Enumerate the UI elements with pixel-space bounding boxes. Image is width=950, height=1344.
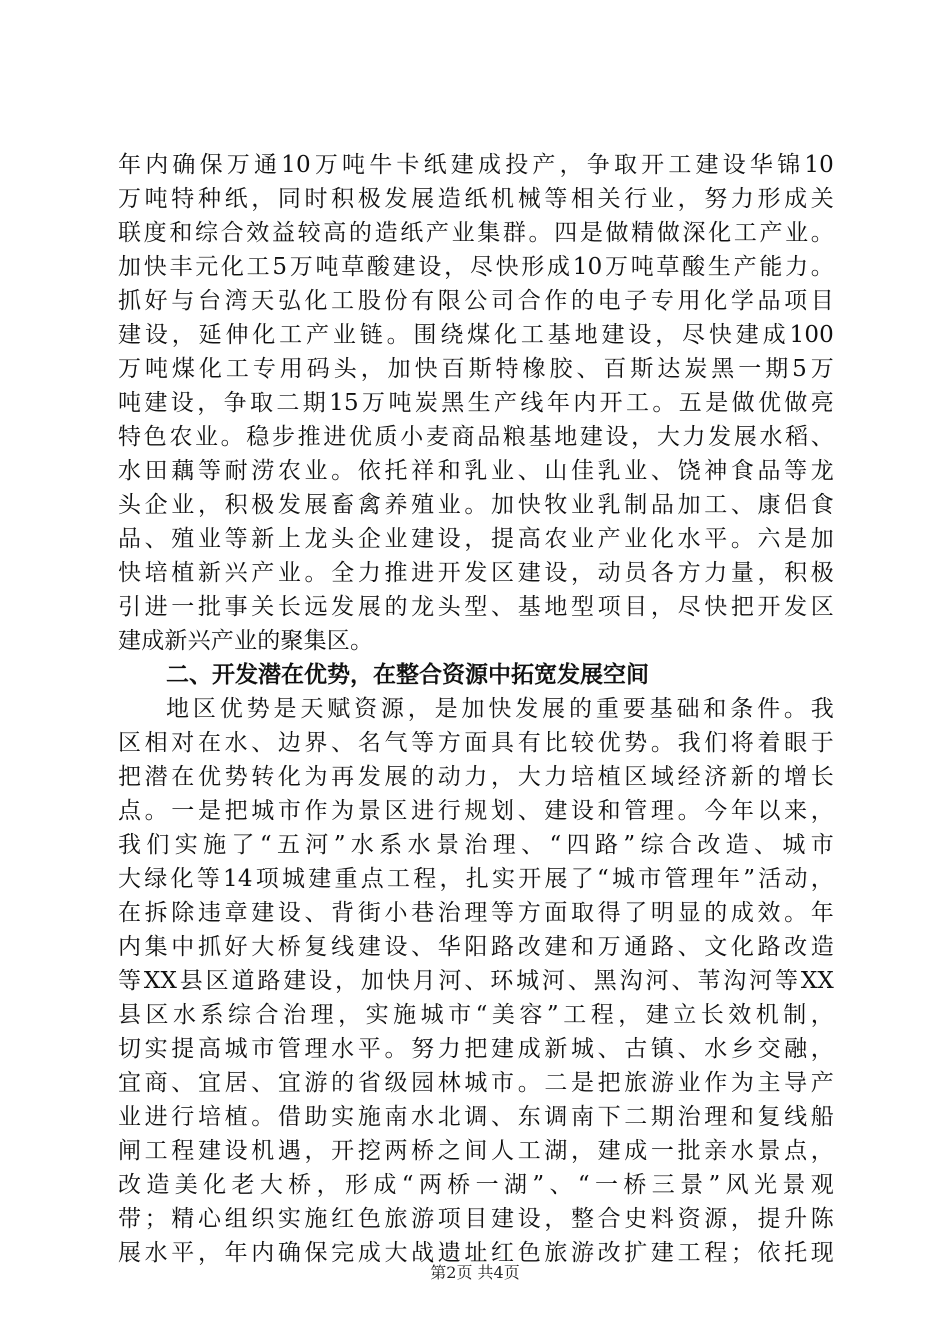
- paragraph-line: 等XX县区道路建设，加快月河、环城河、黑沟河、苇沟河等XX: [118, 968, 834, 994]
- paragraph-line: 区相对在水、边界、名气等方面具有比较优势。我们将着眼于: [118, 730, 834, 756]
- paragraph-line: 万吨煤化工专用码头，加快百斯特橡胶、百斯达炭黑一期5万: [118, 356, 834, 382]
- paragraph-line: 特色农业。稳步推进优质小麦商品粮基地建设，大力发展水稻、: [118, 424, 834, 450]
- paragraph-line: 联度和综合效益较高的造纸产业集群。四是做精做深化工产业。: [118, 220, 834, 246]
- section-heading: 二、开发潜在优势，在整合资源中拓宽发展空间: [166, 661, 649, 688]
- paragraph-line: 改造美化老大桥，形成“两桥一湖”、“一桥三景”风光景观: [118, 1172, 834, 1198]
- paragraph-line: 大绿化等14项城建重点工程，扎实开展了“城市管理年”活动，: [118, 866, 834, 892]
- paragraph-line: 年内确保万通10万吨牛卡纸建成投产，争取开工建设华锦10: [118, 152, 834, 178]
- paragraph-line: 点。一是把城市作为景区进行规划、建设和管理。今年以来，: [118, 798, 834, 824]
- paragraph-line: 闸工程建设机遇，开挖两桥之间人工湖，建成一批亲水景点，: [118, 1138, 834, 1164]
- paragraph-line: 把潜在优势转化为再发展的动力，大力培植区域经济新的增长: [118, 764, 834, 790]
- paragraph-line: 内集中抓好大桥复线建设、华阳路改建和万通路、文化路改造: [118, 934, 834, 960]
- paragraph-line: 水田藕等耐涝农业。依托祥和乳业、山佳乳业、饶神食品等龙: [118, 458, 834, 484]
- paragraph-line: 建设，延伸化工产业链。围绕煤化工基地建设，尽快建成100: [118, 322, 834, 348]
- paragraph-line: 快培植新兴产业。全力推进开发区建设，动员各方力量，积极: [118, 560, 834, 586]
- paragraph-line: 县区水系综合治理，实施城市“美容”工程，建立长效机制，: [118, 1002, 834, 1028]
- paragraph-line: 建成新兴产业的聚集区。: [118, 628, 374, 654]
- paragraph-line: 头企业，积极发展畜禽养殖业。加快牧业乳制品加工、康侣食: [118, 492, 834, 518]
- paragraph-line: 抓好与台湾天弘化工股份有限公司合作的电子专用化学品项目: [118, 288, 834, 314]
- paragraph-line: 引进一批事关长远发展的龙头型、基地型项目，尽快把开发区: [118, 594, 834, 620]
- paragraph-line: 业进行培植。借助实施南水北调、东调南下二期治理和复线船: [118, 1104, 834, 1130]
- paragraph-line: 加快丰元化工5万吨草酸建设，尽快形成10万吨草酸生产能力。: [118, 254, 834, 280]
- document-body: [118, 148, 834, 1270]
- paragraph-line: 带；精心组织实施红色旅游项目建设，整合史料资源，提升陈: [118, 1206, 834, 1232]
- paragraph-line: 展水平，年内确保完成大战遗址红色旅游改扩建工程；依托现: [118, 1240, 834, 1266]
- paragraph-line: 我们实施了“五河”水系水景治理、“四路”综合改造、城市: [118, 832, 834, 858]
- page-number-footer: 第2页 共4页: [430, 1263, 520, 1282]
- paragraph-line: 在拆除违章建设、背街小巷治理等方面取得了明显的成效。年: [118, 900, 834, 926]
- paragraph-line: 地区优势是天赋资源，是加快发展的重要基础和条件。我: [166, 696, 834, 722]
- paragraph-line: 品、殖业等新上龙头企业建设，提高农业产业化水平。六是加: [118, 526, 834, 552]
- paragraph-line: 切实提高城市管理水平。努力把建成新城、古镇、水乡交融，: [118, 1036, 834, 1062]
- paragraph-line: 宜商、宜居、宜游的省级园林城市。二是把旅游业作为主导产: [118, 1070, 834, 1096]
- paragraph-line: 吨建设，争取二期15万吨炭黑生产线年内开工。五是做优做亮: [118, 390, 834, 416]
- paragraph-line: 万吨特种纸，同时积极发展造纸机械等相关行业，努力形成关: [118, 186, 834, 212]
